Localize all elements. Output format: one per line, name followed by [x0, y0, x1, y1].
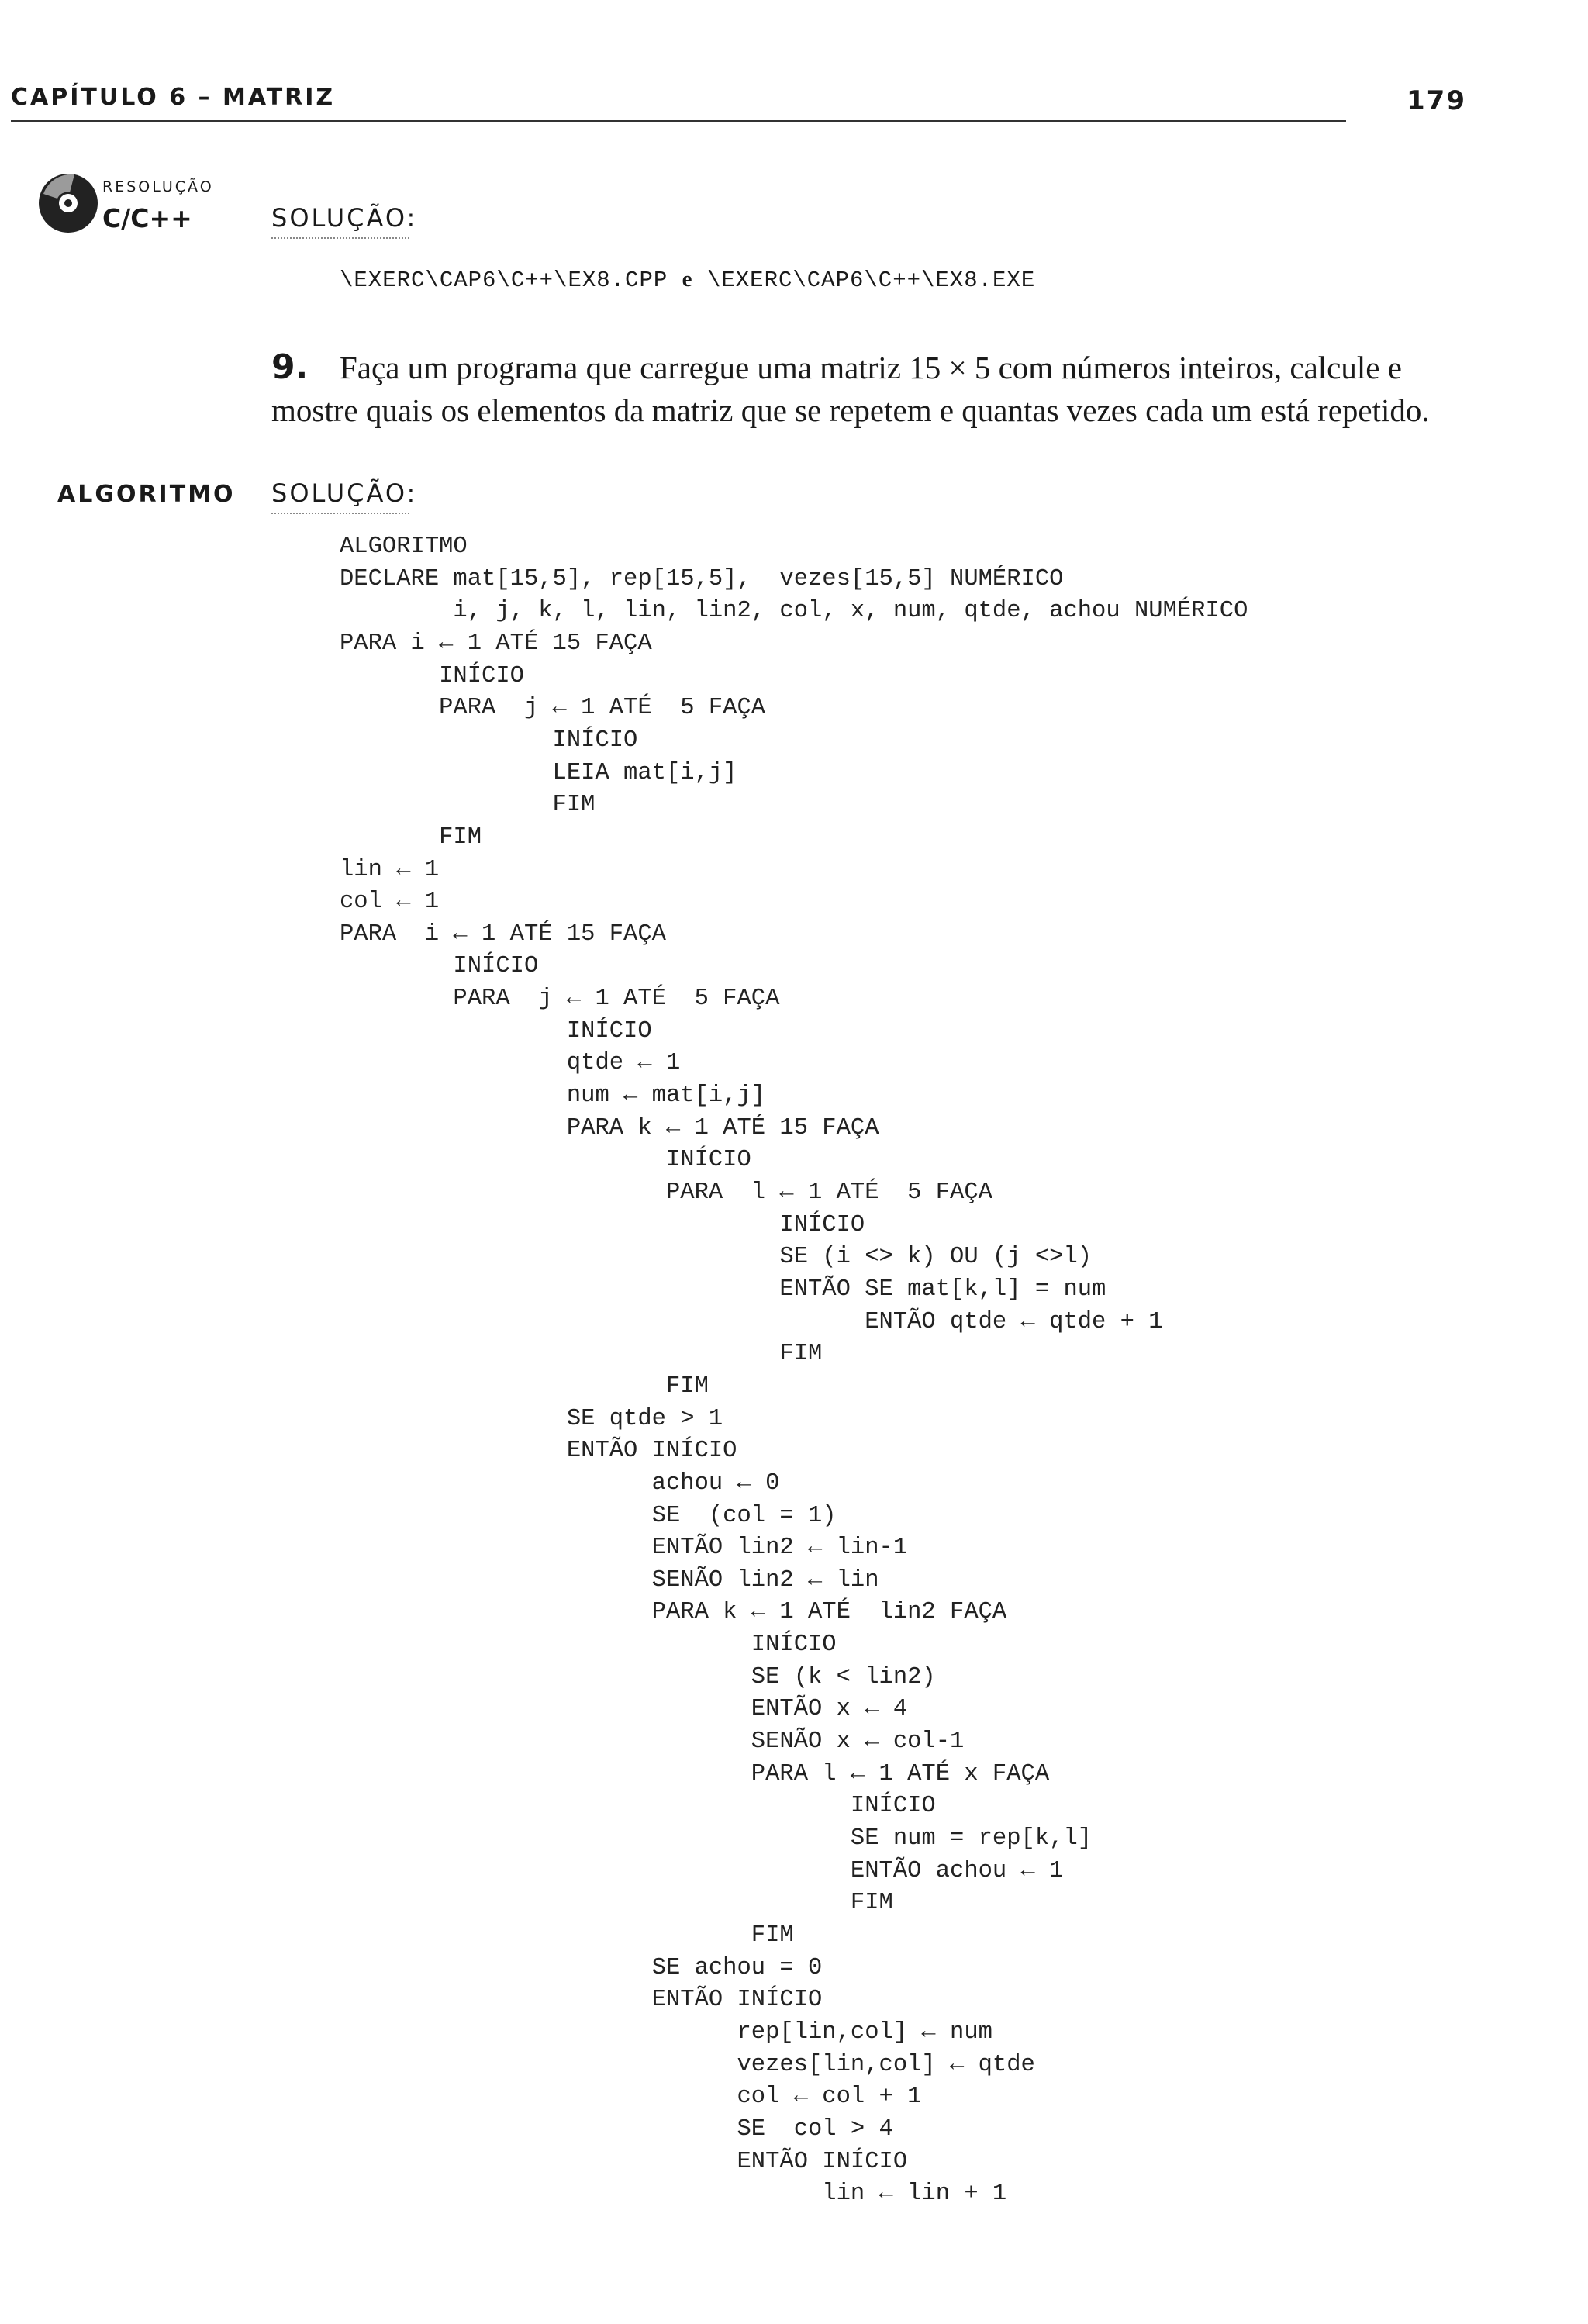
- code-line: ENTÃO SE mat[k,l] = num: [340, 1276, 1106, 1303]
- solucao-underline: [271, 513, 409, 514]
- exe-file-path: \EXERC\CAP6\C++\EX8.EXE: [706, 268, 1036, 293]
- code-line: ENTÃO INÍCIO: [340, 1987, 823, 2014]
- header-rule: [11, 120, 1346, 122]
- solucao-heading: SOLUÇÃO:: [271, 203, 418, 233]
- exercise-text-line: mostre quais os elementos da matriz que se repetem e quantas vezes cada um está repetido.: [271, 392, 1430, 428]
- code-line: num ← mat[i,j]: [340, 1083, 766, 1110]
- language-label: C/C++: [102, 203, 192, 233]
- page-number: 179: [1407, 85, 1466, 116]
- code-line: PARA l ← 1 ATÉ 5 FAÇA: [340, 1179, 992, 1206]
- code-line: PARA l ← 1 ATÉ x FAÇA: [340, 1760, 1050, 1787]
- code-line: INÍCIO: [340, 1632, 837, 1659]
- code-line: FIM: [340, 1922, 794, 1949]
- code-line: SENÃO lin2 ← lin: [340, 1566, 879, 1594]
- code-line: ALGORITMO: [340, 534, 468, 560]
- code-line: qtde ← 1: [340, 1050, 681, 1077]
- code-line: FIM: [340, 792, 596, 819]
- code-line: i, j, k, l, lin, lin2, col, x, num, qtde, achou NUMÉRICO: [340, 598, 1248, 625]
- code-line: PARA j ← 1 ATÉ 5 FAÇA: [340, 986, 780, 1013]
- file-paths: [340, 267, 1035, 293]
- file-join-word: e: [682, 267, 693, 292]
- code-line: INÍCIO: [340, 727, 638, 754]
- code-line: PARA j ← 1 ATÉ 5 FAÇA: [340, 695, 766, 722]
- code-line: vezes[lin,col] ← qtde: [340, 2051, 1035, 2078]
- code-line: lin ← lin + 1: [340, 2181, 1007, 2208]
- solucao-underline: [271, 237, 409, 239]
- code-line: INÍCIO: [340, 1017, 652, 1045]
- code-line: INÍCIO: [340, 662, 524, 689]
- code-line: FIM: [340, 1890, 893, 1917]
- code-line: INÍCIO: [340, 1211, 865, 1238]
- cd-icon: [36, 171, 101, 236]
- code-line: FIM: [340, 1341, 823, 1368]
- cpp-file-path: \EXERC\CAP6\C++\EX8.CPP: [340, 268, 668, 293]
- code-line: ENTÃO x ← 4: [340, 1696, 908, 1723]
- code-line: SENÃO x ← col-1: [340, 1728, 965, 1756]
- code-line: INÍCIO: [340, 1147, 751, 1174]
- code-line: INÍCIO: [340, 1793, 936, 1820]
- code-line: SE num = rep[k,l]: [340, 1825, 1093, 1852]
- algoritmo-label: ALGORITMO: [57, 481, 236, 508]
- code-line: DECLARE mat[15,5], rep[15,5], vezes[15,5] NUMÉRICO: [340, 565, 1064, 592]
- code-line: SE (col = 1): [340, 1502, 837, 1529]
- code-line: SE (k < lin2): [340, 1663, 936, 1690]
- code-line: FIM: [340, 1373, 709, 1400]
- code-line: col ← col + 1: [340, 2084, 922, 2111]
- solucao-heading: SOLUÇÃO:: [271, 478, 418, 508]
- code-line: rep[lin,col] ← num: [340, 2018, 992, 2046]
- code-line: lin ← 1: [340, 856, 440, 883]
- code-line: SE achou = 0: [340, 1954, 823, 1981]
- code-line: SE col > 4: [340, 2115, 893, 2143]
- resolucao-label: RESOLUÇÃO: [102, 178, 214, 195]
- code-line: PARA i ← 1 ATÉ 15 FAÇA: [340, 630, 652, 657]
- code-line: ENTÃO lin2 ← lin-1: [340, 1535, 908, 1562]
- code-line: achou ← 0: [340, 1469, 780, 1497]
- code-line: PARA i ← 1 ATÉ 15 FAÇA: [340, 920, 666, 948]
- code-line: INÍCIO: [340, 953, 539, 980]
- code-line: PARA k ← 1 ATÉ 15 FAÇA: [340, 1114, 879, 1141]
- code-line: ENTÃO INÍCIO: [340, 2148, 908, 2175]
- exercise-number: 9.: [271, 347, 309, 387]
- code-line: SE (i <> k) OU (j <>l): [340, 1244, 1093, 1271]
- code-line: col ← 1: [340, 889, 440, 916]
- code-line: LEIA mat[i,j]: [340, 759, 737, 786]
- code-line: SE qtde > 1: [340, 1405, 723, 1432]
- code-line: ENTÃO qtde ← qtde + 1: [340, 1308, 1163, 1335]
- chapter-title: CAPÍTULO 6 – MATRIZ: [11, 84, 336, 111]
- exercise-text-line: Faça um programa que carregue uma matriz 15 × 5 com números inteiros, calcule e: [340, 350, 1402, 385]
- code-line: FIM: [340, 824, 482, 851]
- code-line: ENTÃO achou ← 1: [340, 1857, 1064, 1884]
- code-line: PARA k ← 1 ATÉ lin2 FAÇA: [340, 1599, 1007, 1626]
- code-line: ENTÃO INÍCIO: [340, 1438, 737, 1465]
